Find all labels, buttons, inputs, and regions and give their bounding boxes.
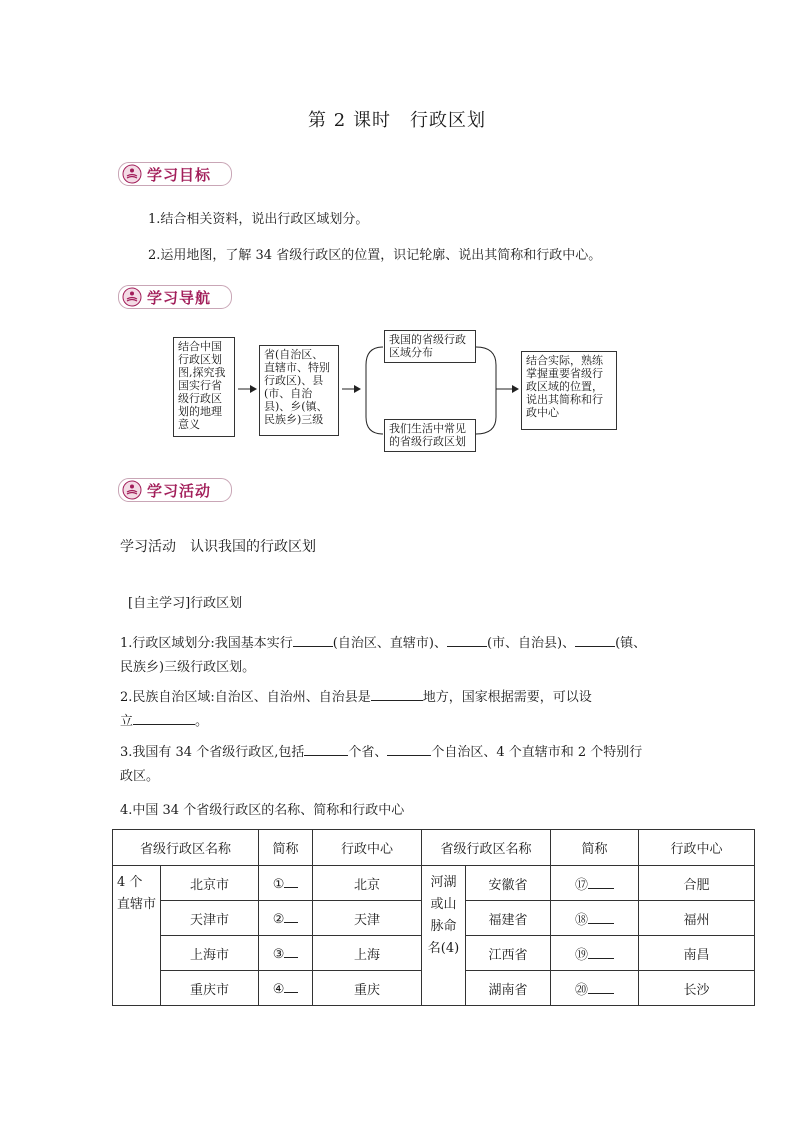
province-name: 福建省 (466, 901, 551, 936)
province-name: 湖南省 (466, 971, 551, 1006)
capital: 南昌 (639, 936, 755, 971)
abbr-cell[interactable]: ⑲ (551, 936, 639, 971)
province-name: 北京市 (161, 866, 259, 901)
group-label-river-mountain: 河湖或山脉命名(4) (422, 866, 466, 1006)
answer-blank[interactable] (284, 945, 298, 958)
abbr-cell[interactable]: ⑱ (551, 901, 639, 936)
capital: 重庆 (313, 971, 422, 1006)
flow-box-explore: 结合中国行政区划图,探究我国实行省级行政区划的地理意义 (173, 337, 235, 437)
section-badge-goals-label: 学习目标 (147, 166, 212, 184)
province-name: 安徽省 (466, 866, 551, 901)
answer-blank[interactable] (133, 710, 195, 725)
flow-box-levels: 省(自治区、直辖市、特别行政区)、县(市、自治县)、乡(镇、民族乡)三级 (259, 345, 339, 436)
question-2: 2.民族自治区域:自治区、自治州、自治县是 地方，国家根据需要，可以设 立 。 (120, 686, 690, 734)
flow-box-common: 我们生活中常见的省级行政区划 (384, 419, 476, 452)
answer-blank[interactable] (304, 741, 348, 756)
activity-subheading: [自主学习]行政区划 (128, 596, 243, 611)
province-name: 天津市 (161, 901, 259, 936)
answer-blank[interactable] (284, 910, 298, 923)
answer-blank[interactable] (387, 741, 431, 756)
answer-blank[interactable] (588, 981, 614, 994)
answer-blank[interactable] (371, 686, 423, 701)
flow-branch-left (366, 347, 383, 434)
section-badge-nav-label: 学习导航 (147, 289, 212, 307)
capital: 上海 (313, 936, 422, 971)
table-header: 简称 (551, 830, 639, 866)
capital: 福州 (639, 901, 755, 936)
province-name: 上海市 (161, 936, 259, 971)
province-table (112, 829, 755, 1006)
capital: 合肥 (639, 866, 755, 901)
answer-blank[interactable] (575, 632, 615, 647)
abbr-cell[interactable]: ⑰ (551, 866, 639, 901)
capital: 北京 (313, 866, 422, 901)
table-header: 行政中心 (313, 830, 422, 866)
answer-blank[interactable] (447, 632, 487, 647)
group-label-municipalities: 4 个 直辖市 (113, 866, 161, 1006)
abbr-cell[interactable]: ④ (259, 971, 313, 1006)
page-title: 第 2 课时 行政区划 (308, 110, 486, 131)
abbr-cell[interactable]: ⑳ (551, 971, 639, 1006)
answer-blank[interactable] (284, 980, 298, 993)
table-header: 简称 (259, 830, 313, 866)
question-4: 4.中国 34 个省级行政区的名称、简称和行政中心 (120, 803, 405, 818)
province-name: 江西省 (466, 936, 551, 971)
abbr-cell[interactable]: ① (259, 866, 313, 901)
book-icon (122, 480, 142, 500)
capital: 长沙 (639, 971, 755, 1006)
question-3: 3.我国有 34 个省级行政区,包括 个省、 个自治区、4 个直辖市和 2 个特别行 政区。 (120, 741, 690, 789)
capital: 天津 (313, 901, 422, 936)
table-header: 行政中心 (639, 830, 755, 866)
answer-blank[interactable] (588, 946, 614, 959)
answer-blank[interactable] (284, 875, 298, 888)
table-header-row (113, 830, 755, 866)
table-header: 省级行政区名称 (422, 830, 551, 866)
flow-branch-right (476, 347, 496, 434)
goal-item: 1.结合相关资料，说出行政区域划分。 (148, 212, 369, 227)
table-row (113, 866, 755, 901)
flow-box-practice: 结合实际，熟练掌握重要省级行政区域的位置，说出其简称和行政中心 (521, 351, 617, 430)
answer-blank[interactable] (588, 911, 614, 924)
abbr-cell[interactable]: ③ (259, 936, 313, 971)
province-name: 重庆市 (161, 971, 259, 1006)
answer-blank[interactable] (293, 632, 333, 647)
section-badge-activity-label: 学习活动 (147, 482, 212, 500)
goal-item: 2.运用地图，了解 34 省级行政区的位置，识记轮廓、说出其简称和行政中心。 (148, 248, 602, 263)
answer-blank[interactable] (588, 876, 614, 889)
section-badge-activity (118, 478, 232, 502)
table-header: 省级行政区名称 (113, 830, 259, 866)
abbr-cell[interactable]: ② (259, 901, 313, 936)
question-1: 1.行政区域划分:我国基本实行 (自治区、直辖市)、 (市、自治县)、 (镇、 民族乡)三级行政区划。 (120, 632, 690, 680)
flow-box-distribution: 我国的省级行政区域分布 (384, 330, 476, 363)
activity-heading: 学习活动 认识我国的行政区划 (120, 539, 316, 555)
